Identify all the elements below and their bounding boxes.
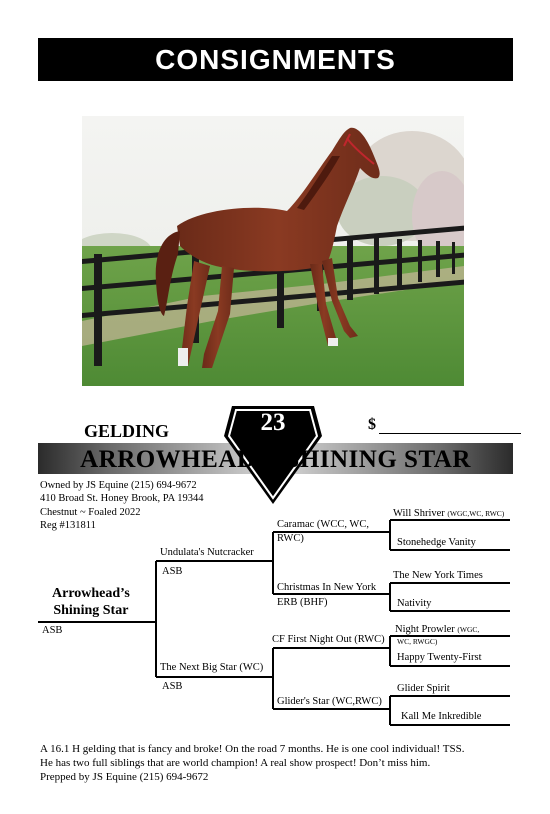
dam-name: The Next Big Star (WC) — [160, 662, 264, 673]
gg1-name: Will Shriver — [393, 508, 445, 519]
dam-sire-name: CF First Night Out (RWC) — [272, 634, 385, 645]
description-line: Prepped by JS Equine (215) 694-9672 — [40, 771, 209, 783]
gg5-titles-line2: WC, RWGC) — [397, 637, 438, 646]
great-grandparent-5 — [395, 624, 479, 635]
sire-sire-name-cont: RWC) — [277, 533, 304, 544]
great-grandparent-3: The New York Times — [393, 570, 483, 581]
dam-dam-name: Glider's Star (WC,RWC) — [277, 696, 382, 707]
subject-breed: ASB — [42, 625, 63, 636]
great-grandparent-7: Glider Spirit — [397, 683, 450, 694]
description-line: A 16.1 H gelding that is fancy and broke! On the road 7 months. He is one cool individual! TSS. — [40, 743, 465, 755]
owner-line: Owned by JS Equine (215) 694-9672 — [40, 480, 197, 491]
great-grandparent-2: Stonehedge Vanity — [397, 537, 476, 548]
subject-name-line2: Shining Star — [53, 603, 129, 618]
gg1-titles: (WGC,WC, RWC) — [447, 509, 505, 518]
great-grandparent-4: Nativity — [397, 598, 432, 609]
great-grandparent-1 — [393, 508, 504, 519]
dam-breed: ASB — [162, 681, 183, 692]
description-line: He has two full siblings that are world champion! A real show prospect! Don’t miss him. — [40, 757, 431, 769]
sire-dam-name: Christmas In New York — [277, 582, 377, 593]
great-grandparent-6: Happy Twenty-First — [397, 652, 482, 663]
page-title: CONSIGNMENTS — [155, 43, 396, 75]
great-grandparent-8: Kall Me Inkredible — [401, 711, 482, 722]
sale-type: GELDING — [84, 421, 170, 441]
gg5-titles: (WGC, — [457, 625, 480, 634]
gg5-name: Night Prowler — [395, 624, 455, 635]
address-line: 410 Broad St. Honey Brook, PA 19344 — [40, 493, 204, 505]
sire-name: Undulata's Nutcracker — [160, 547, 254, 558]
registration-line: Reg #131811 — [40, 519, 96, 531]
sire-breed: ASB — [162, 566, 183, 577]
sire-dam-extra: ERB (BHF) — [277, 597, 328, 608]
pedigree-subject — [52, 585, 130, 619]
lot-number: 23 — [260, 409, 286, 436]
sire-sire-name: Caramac (WCC, WC, — [277, 519, 369, 530]
gg5-titles-cont — [397, 636, 437, 647]
description — [40, 742, 520, 784]
subject-name-line1: Arrowhead’s — [52, 586, 130, 601]
price-symbol: $ — [368, 416, 376, 433]
horse-name: ARROWHEAD’S SHINING STAR — [80, 446, 471, 473]
color-foaled-line: Chestnut ~ Foaled 2022 — [40, 506, 141, 518]
